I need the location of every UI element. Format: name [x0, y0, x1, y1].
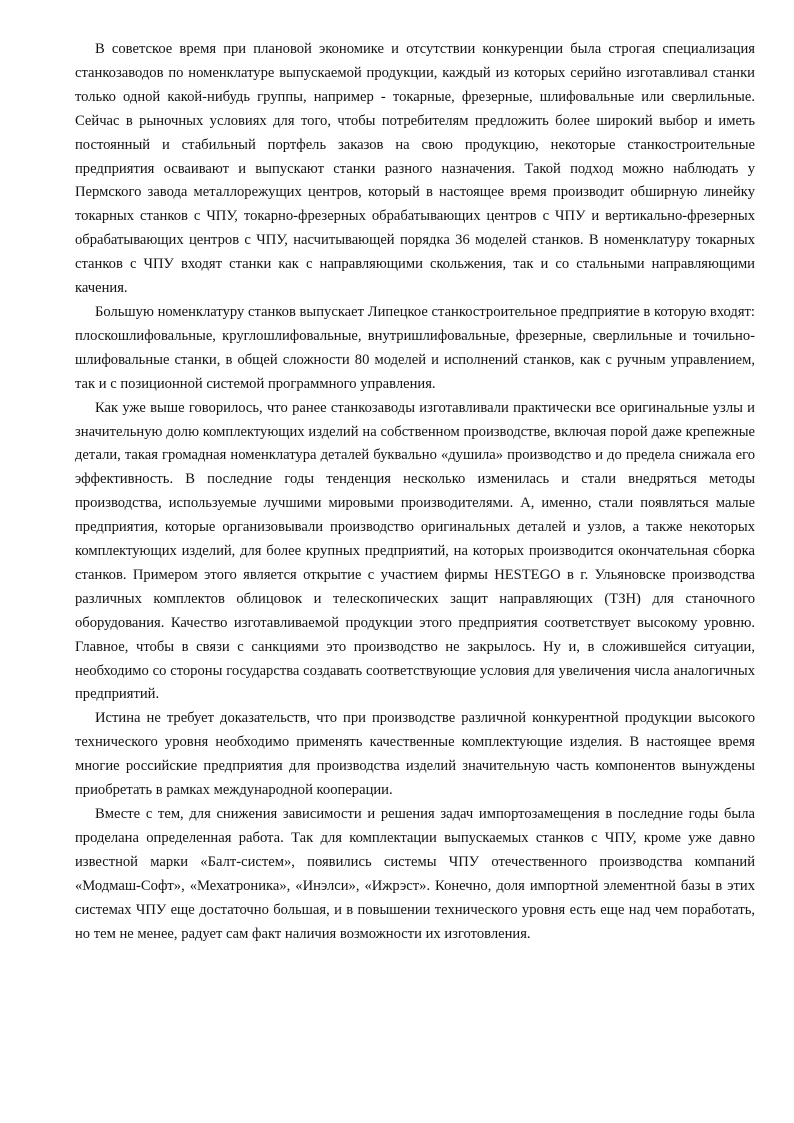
paragraph-3: Как уже выше говорилось, что ранее станкозаводы изготавливали практически все оригинальные узлы и значительную долю комплектующих изделий на собственном производстве, включая порой даже крепежные детали, такая громадная номенклатура деталей буквально «душила» производство и до предела снижала его эффективность. В последние годы тенденция несколько изменилась и стали внедряться методы производства, используемые лучшими мировыми производителями. А, именно, стали появляться малые предприятия, которые организовывали производство оригинальных деталей и узлов, а также некоторых комплектующих изделий, для более крупных предприятий, на которых производится окончательная сборка станков. Примером этого является открытие с участием фирмы HESTEGO в г. Ульяновске производства различных комплектов облицовок и телескопических защит направляющих (ТЗН) для станочного оборудования. Качество изготавливаемой продукции этого предприятия соответствует высокому уровню. Главное, чтобы в связи с санкциями это производство не закрылось. Ну и, в сложившейся ситуации, необходимо со стороны государства создавать соответствующие условия для увеличения числа аналогичных предприятий.	[75, 399, 755, 703]
document-body	[75, 38, 755, 946]
paragraph-4: Истина не требует доказательств, что при производстве различной конкурентной продукции высокого технического уровня необходимо применять качественные комплектующие изделия. В настоящее время многие российские предприятия для производства изделий значительную часть компонентов вынуждены приобретать в рамках международной кооперации.	[75, 710, 755, 799]
paragraph-5: Вместе с тем, для снижения зависимости и решения задач импортозамещения в последние годы была проделана определенная работа. Так для комплектации выпускаемых станков с ЧПУ, кроме уже давно известной марки «Балт-систем», появились системы ЧПУ отечественного производства компаний «Модмаш-Софт», «Мехатроника», «Инэлси», «Ижрэст». Конечно, доля импортной элементной базы в этих системах ЧПУ еще достаточно большая, и в повышении технического уровня есть еще над чем поработать, но тем не менее, радует сам факт наличия возможности их изготовления.	[75, 806, 755, 942]
paragraph-2: Большую номенклатуру станков выпускает Липецкое станкостроительное предприятие в которую входят: плоскошлифовальные, круглошлифовальные, внутришлифовальные, фрезерные, сверлильные и точильно-шлифовальные станки, в общей сложности 80 моделей и исполнений станков, как с ручным управлением, так и с позиционной системой программного управления.	[75, 303, 755, 392]
paragraph-1: В советское время при плановой экономике и отсутствии конкуренции была строгая специализация станкозаводов по номенклатуре выпускаемой продукции, каждый из которых серийно изготавливал станки только одной какой-нибудь группы, например - токарные, фрезерные, шлифовальные или сверлильные. Сейчас в рыночных условиях для того, чтобы потребителям предложить более широкий выбор и иметь постоянный и стабильный портфель заказов на свою продукцию, некоторые станкостроительные предприятия осваивают и выпускают станки разного назначения. Такой подход можно наблюдать у Пермского завода металлорежущих центров, который в настоящее время производит обширную линейку токарных станков с ЧПУ, токарно-фрезерных обрабатывающих центров с ЧПУ и вертикально-фрезерных обрабатывающих центров с ЧПУ, насчитывающей порядка 36 моделей станков. В номенклатуру токарных станков с ЧПУ входят станки как с направляющими скольжения, так и со стальными направляющими качения.	[75, 41, 755, 297]
